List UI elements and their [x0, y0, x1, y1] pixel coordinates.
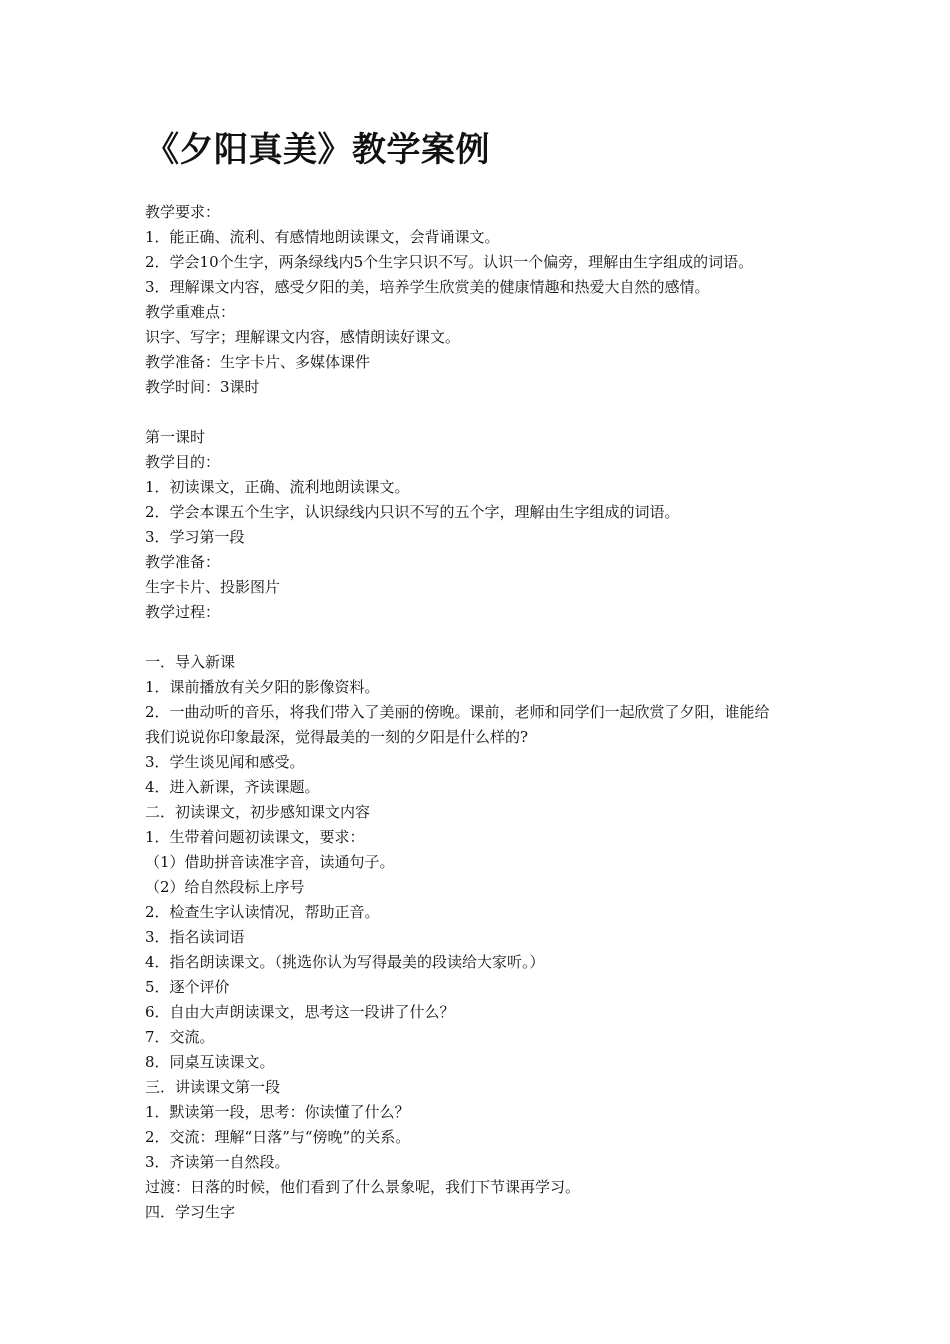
- body-line: 3．指名读词语: [145, 928, 245, 946]
- body-line: 2．学会本课五个生字，认识绿线内只识不写的五个字，理解由生字组成的词语。: [145, 503, 680, 521]
- body-line: 1．生带着问题初读课文，要求：: [145, 828, 365, 846]
- body-line: 生字卡片、投影图片: [145, 578, 281, 596]
- body-line: 3．理解课文内容，感受夕阳的美，培养学生欣赏美的健康情趣和热爱大自然的感情。: [145, 278, 710, 296]
- section-heading: 三．讲读课文第一段: [145, 1078, 281, 1096]
- body-line: 教学要求：: [145, 203, 221, 221]
- body-line: 1．能正确、流利、有感情地朗读课文，会背诵课文。: [145, 228, 500, 246]
- body-line: 4．进入新课，齐读课题。: [145, 778, 320, 796]
- body-line: 2．交流：理解“日落”与“傍晚”的关系。: [145, 1128, 411, 1146]
- body-line: 1．默读第一段，思考：你读懂了什么？: [145, 1103, 410, 1121]
- body-line: 教学重难点：: [145, 303, 236, 321]
- body-line: 2．一曲动听的音乐，将我们带入了美丽的傍晚。课前，老师和同学们一起欣赏了夕阳，谁能给: [145, 703, 770, 721]
- body-line: 教学准备：生字卡片、多媒体课件: [145, 353, 371, 371]
- body-line: 7．交流。: [145, 1028, 215, 1046]
- body-line: 3．学习第一段: [145, 528, 245, 546]
- body-line: 过渡：日落的时候，他们看到了什么景象呢，我们下节课再学习。: [145, 1178, 581, 1196]
- body-line: 2．学会10个生字，两条绿线内5个生字只识不写。认识一个偏旁，理解由生字组成的词语。: [145, 253, 754, 271]
- body-line: 识字、写字；理解课文内容，感情朗读好课文。: [145, 328, 461, 346]
- body-line: 第一课时: [145, 428, 206, 446]
- blank-line: [145, 625, 820, 650]
- document-title: 《夕阳真美》教学案例: [145, 130, 490, 170]
- blank-line: [145, 400, 820, 425]
- body-line: 我们说说你印象最深，觉得最美的一刻的夕阳是什么样的?: [145, 728, 529, 746]
- document-body: [145, 200, 820, 1225]
- body-line: 教学准备：: [145, 553, 221, 571]
- body-line: 5．逐个评价: [145, 978, 230, 996]
- body-line: 教学过程：: [145, 603, 221, 621]
- body-line: （2）给自然段标上序号: [145, 878, 305, 896]
- body-line: 2．检查生字认读情况，帮助正音。: [145, 903, 380, 921]
- section-heading: 一．导入新课: [145, 653, 236, 671]
- body-line: 1．初读课文，正确、流利地朗读课文。: [145, 478, 410, 496]
- body-line: 教学目的：: [145, 453, 221, 471]
- section-heading: 二．初读课文，初步感知课文内容: [145, 803, 371, 821]
- body-line: （1）借助拼音读准字音，读通句子。: [145, 853, 395, 871]
- body-line: 1．课前播放有关夕阳的影像资料。: [145, 678, 380, 696]
- body-line: 教学时间：3课时: [145, 378, 260, 396]
- body-line: 6．自由大声朗读课文，思考这一段讲了什么？: [145, 1003, 455, 1021]
- body-line: 3．齐读第一自然段。: [145, 1153, 290, 1171]
- body-line: 8．同桌互读课文。: [145, 1053, 275, 1071]
- body-line: 4．指名朗读课文。（挑选你认为写得最美的段读给大家听。）: [145, 953, 545, 971]
- section-heading: 四．学习生字: [145, 1203, 236, 1221]
- body-line: 3．学生谈见闻和感受。: [145, 753, 305, 771]
